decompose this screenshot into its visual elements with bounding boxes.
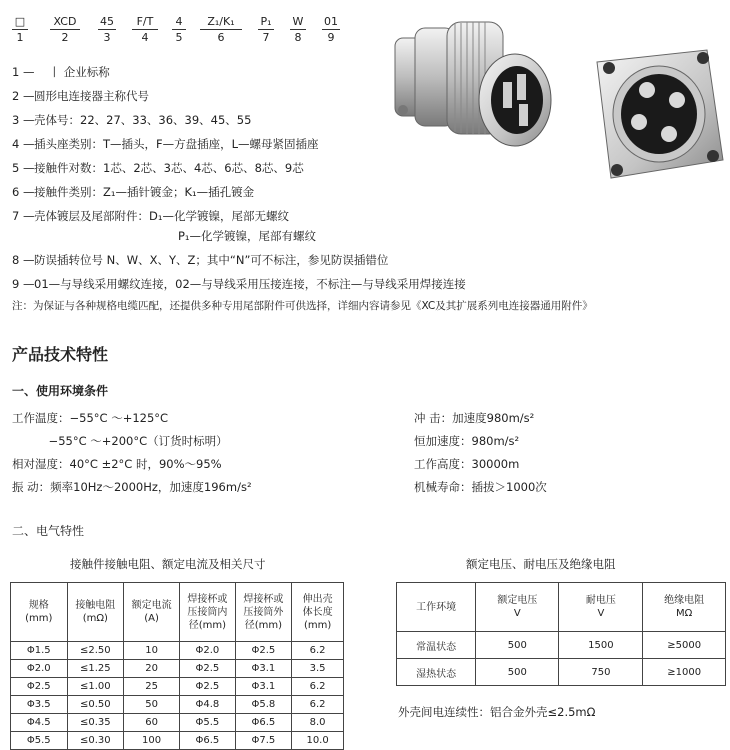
legend-line: 5 —接触件对数：1芯、2芯、3芯、4芯、6芯、8芯、9芯 (12, 161, 304, 175)
table-cell: Φ6.5 (235, 714, 292, 732)
legend-line: 1 — 丨 企业标称 (12, 65, 110, 79)
table-cell: 6.2 (292, 678, 344, 696)
env-line: −55°C ～+200°C（订货时标明） (12, 434, 228, 448)
table-cell: 750 (559, 659, 643, 686)
section-heading: 一、使用环境条件 (12, 384, 109, 398)
table-cell: ≤0.30 (67, 732, 124, 750)
legend-line: 4 —插头座类别：T—插头，F—方盘插座，L—螺母紧固插座 (12, 137, 319, 151)
table-header: 额定电流 (A) (124, 583, 180, 642)
table-cell: 10 (124, 642, 180, 660)
legend-line: 8 —防误插转位号 N、W、X、Y、Z；其中“N”可不标注，参见防误插错位 (12, 253, 389, 267)
shell-continuity: 外壳间电连续性：铝合金外壳≤2.5mΩ (398, 705, 596, 719)
table-header: 伸出壳 体长度 (mm) (292, 583, 344, 642)
table-row (11, 642, 344, 660)
table-cell: Φ5.5 (11, 732, 68, 750)
env-line: 冲 击：加速度980m/s² (414, 411, 535, 425)
table-cell: Φ2.5 (180, 678, 236, 696)
table-row (11, 732, 344, 750)
env-line: 相对湿度：40°C ±2°C 时，90%～95% (12, 457, 222, 471)
legend-line: 7 —壳体镀层及尾部附件：D₁—化学镀镍，尾部无螺纹 (12, 209, 289, 223)
note: 注：为保证与各种规格电缆匹配，还提供多种专用尾部附件可供选择，详细内容请参见《XC及其扩展系列电连接器通用附件》 (12, 300, 593, 312)
receptacle-connector (597, 50, 723, 178)
code-part: 01 9 (324, 15, 338, 44)
table-header: 耐电压 V (559, 583, 643, 632)
table-cell: Φ3.5 (11, 696, 68, 714)
table-cell: ≤1.25 (67, 660, 124, 678)
table-cell: 常温状态 (397, 632, 476, 659)
table-cell: 20 (124, 660, 180, 678)
code-part: P₁ 7 (258, 14, 274, 45)
connector-photo (385, 10, 730, 200)
table-cell: Φ1.5 (11, 642, 68, 660)
table-cell: Φ2.5 (11, 678, 68, 696)
table-cell: 50 (124, 696, 180, 714)
table-cell: Φ4.5 (11, 714, 68, 732)
table-cell: Φ2.5 (235, 642, 292, 660)
code-part: 4 5 (172, 14, 186, 45)
contact-table (10, 582, 344, 750)
table-header: 工作环境 (397, 583, 476, 632)
table-cell: Φ6.5 (180, 732, 236, 750)
table-cell: Φ3.1 (235, 660, 292, 678)
legend-line: 9 —01—与导线采用螺纹连接，02—与导线采用压接连接，不标注—与导线采用焊接连接 (12, 277, 466, 291)
table-row (11, 678, 344, 696)
legend-line: 6 —接触件类别：Z₁—插针镀金；K₁—插孔镀金 (12, 185, 255, 199)
code-part: W 8 (290, 14, 306, 45)
env-line: 工作高度：30000m (414, 457, 520, 471)
table-cell: Φ5.5 (180, 714, 236, 732)
table2-caption: 额定电压、耐电压及绝缘电阻 (466, 557, 616, 571)
table-cell: 10.0 (292, 732, 344, 750)
env-line: 机械寿命：插拔＞1000次 (414, 480, 547, 494)
table-cell: 25 (124, 678, 180, 696)
table-header: 接触电阻 (mΩ) (67, 583, 124, 642)
table-cell: Φ2.0 (180, 642, 236, 660)
table-cell: 1500 (559, 632, 643, 659)
table-cell: ≥5000 (643, 632, 726, 659)
table-cell: Φ2.5 (180, 660, 236, 678)
voltage-table (396, 582, 726, 686)
table-row (397, 632, 726, 659)
code-part: F/T 4 (132, 14, 158, 45)
env-line: 工作温度：−55°C ～+125°C (12, 411, 169, 425)
table-cell: ≤1.00 (67, 678, 124, 696)
table-header: 焊接杯或 压接筒外 径(mm) (235, 583, 292, 642)
table-cell: 湿热状态 (397, 659, 476, 686)
code-part: □ 1 (12, 14, 28, 45)
legend-line: 3 —壳体号：22、27、33、36、39、45、55 (12, 113, 252, 127)
table-row (11, 714, 344, 732)
code-part: XCD 2 (50, 14, 80, 45)
env-line: 恒加速度：980m/s² (414, 434, 520, 448)
env-line: 振 动：频率10Hz～2000Hz，加速度196m/s² (12, 480, 252, 494)
table-row (11, 660, 344, 678)
table-header: 额定电压 V (476, 583, 559, 632)
table-cell: 6.2 (292, 696, 344, 714)
table-header: 绝缘电阻 MΩ (643, 583, 726, 632)
table-header: 规格 (mm) (11, 583, 68, 642)
table-cell: 3.5 (292, 660, 344, 678)
code-designation (12, 14, 342, 48)
table-cell: Φ5.8 (235, 696, 292, 714)
table-cell: 6.2 (292, 642, 344, 660)
plug-connector (395, 22, 551, 146)
table-cell: 100 (124, 732, 180, 750)
table-cell: Φ3.1 (235, 678, 292, 696)
table-header: 焊接杯或 压接筒内 径(mm) (180, 583, 236, 642)
table-cell: ≤0.50 (67, 696, 124, 714)
legend-line: 2 —圆形电连接器主称代号 (12, 89, 149, 103)
table-cell: 8.0 (292, 714, 344, 732)
legend-line: P₁—化学镀镍，尾部有螺纹 (178, 229, 317, 243)
table-cell: Φ7.5 (235, 732, 292, 750)
code-part: 45 3 (100, 15, 114, 44)
section-heading: 二、电气特性 (12, 524, 85, 538)
table-cell: ≤2.50 (67, 642, 124, 660)
table-row (397, 659, 726, 686)
code-part: Z₁/K₁ 6 (200, 14, 242, 45)
table1-caption: 接触件接触电阻、额定电流及相关尺寸 (70, 557, 266, 571)
table-cell: Φ2.0 (11, 660, 68, 678)
table-cell: Φ4.8 (180, 696, 236, 714)
table-cell: 500 (476, 632, 559, 659)
table-row (11, 696, 344, 714)
table-cell: 60 (124, 714, 180, 732)
page-title: 产品技术特性 (12, 345, 109, 364)
table-cell: ≥1000 (643, 659, 726, 686)
table-cell: ≤0.35 (67, 714, 124, 732)
table-cell: 500 (476, 659, 559, 686)
